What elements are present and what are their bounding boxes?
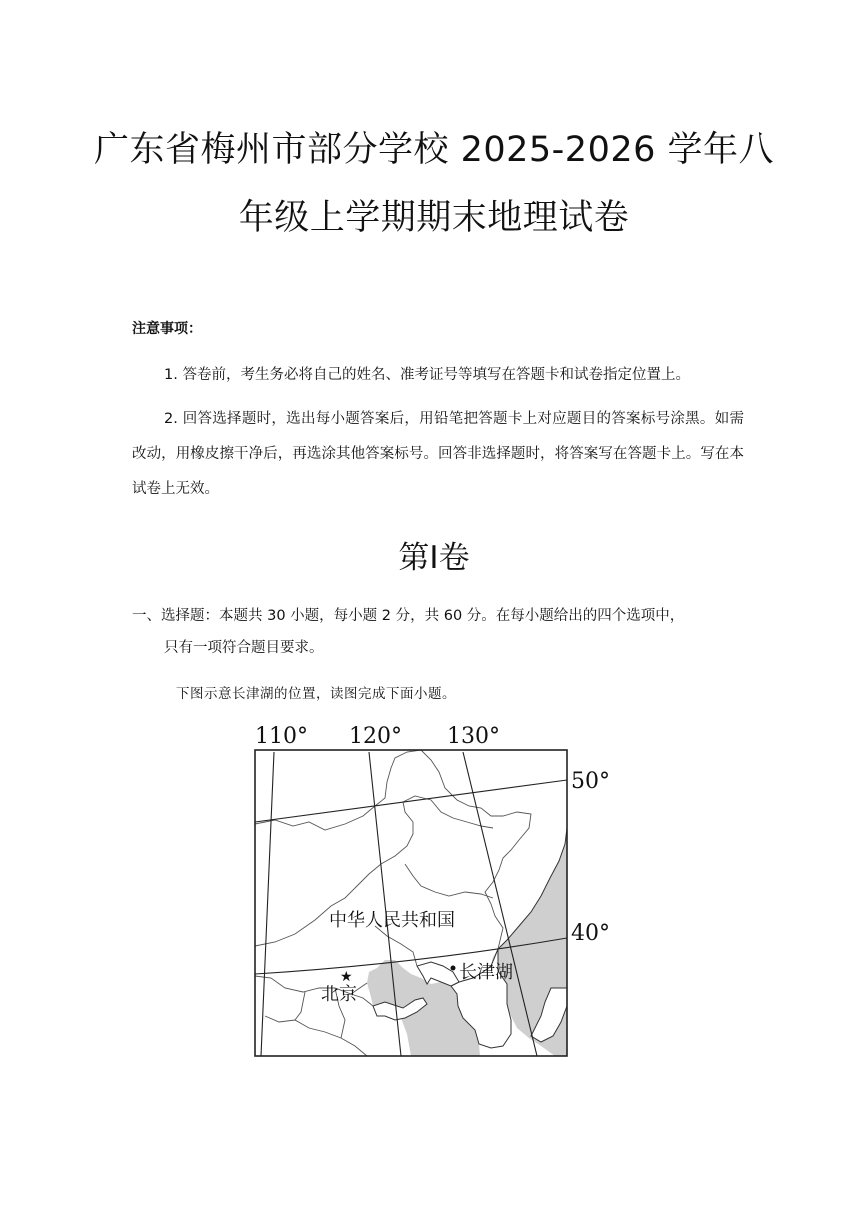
notice-heading: 注意事项： <box>132 321 202 337</box>
changjin-lake-map <box>245 716 625 1062</box>
lon-label-130: 130° <box>447 724 500 749</box>
question-header-line-2: 只有一项符合题目要求。 <box>164 640 324 656</box>
title-line-2: 年级上学期期末地理试卷 <box>238 198 630 238</box>
question-header-line-1: 一、选择题：本题共 30 小题，每小题 2 分，共 60 分。在每小题给出的四个选项中， <box>132 608 685 624</box>
city-label: 北京 <box>321 984 357 1005</box>
lake-marker-icon <box>451 966 456 971</box>
beijing-star-icon: ★ <box>340 969 353 985</box>
parallel-50 <box>255 780 567 822</box>
lat-label-50: 50° <box>571 769 610 794</box>
province-line-1 <box>405 864 493 898</box>
question-header <box>132 600 744 664</box>
map-intro: 下图示意长津湖的位置，读图完成下面小题。 <box>176 686 456 702</box>
province-line-4 <box>265 1016 367 1056</box>
section-title: 第Ⅰ卷 <box>398 540 470 576</box>
lon-label-120: 120° <box>349 724 402 749</box>
notice-item-2: 2. 回答选择题时，选出每小题答案后，用铅笔把答题卡上对应题目的答案标号涂黑。如需改动，用橡皮擦干净后，再选涂其他答案标号。回答非选择题时，将答案写在答题卡上。写在本试卷上无效。 <box>132 411 744 497</box>
lon-label-110: 110° <box>255 724 308 749</box>
lake-label: 长津湖 <box>459 962 513 983</box>
lat-label-40: 40° <box>571 921 610 946</box>
country-label: 中华人民共和国 <box>329 910 455 931</box>
notice-item-1: 1. 答卷前，考生务必将自己的姓名、准考证号等填写在答题卡和试卷指定位置上。 <box>164 367 690 383</box>
meridian-110 <box>261 752 274 1056</box>
province-line-6 <box>295 992 305 1020</box>
title-line-1: 广东省梅州市部分学校 2025-2026 学年八 <box>93 130 775 170</box>
